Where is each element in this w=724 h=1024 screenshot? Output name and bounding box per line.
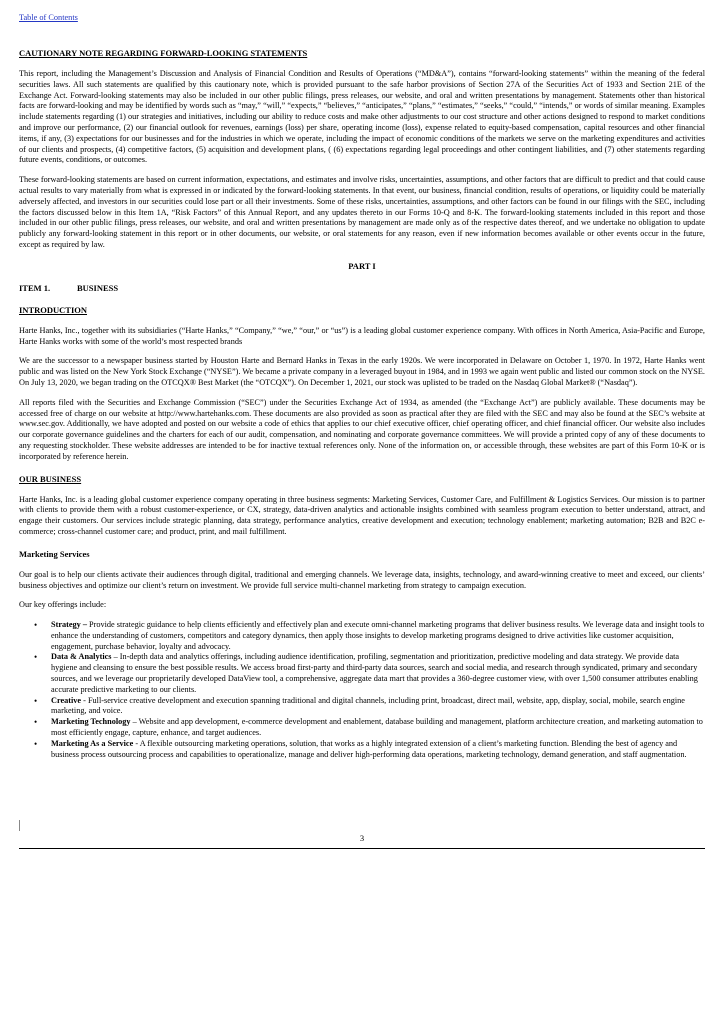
cautionary-paragraph-1: This report, including the Management’s Discussion and Analysis of Financial Condition and Results of Operations (“MD&A”), contains “forward-looking statements” within the meaning of the federal securities laws. All such statements are qualified by this cautionary note, which is provided pursuant to the safe harbor provisions of Section 27A of the Securities Act of 1933 and Section 21E of the Exchange Act. Forward-looking statements may also be included in our other public filings, press releases, our website, and oral and written presentations by management. Statements other than historical facts are forward-looking and may be identified by words such as “may,” “will,” “expects,” “believes,” “anticipates,” “plans,” “estimates,” “seeks,” “could,” “intends,” or words of similar meaning. Examples include statements regarding (1) our strategies and initiatives, including our ability to reduce costs and make other adjustments to our cost structure and other actions designed to respond to market conditions and improve our performance, (2) our financial outlook for revenues, earnings (loss) per share, operating income (loss), expense related to equity-based compensation, capital resources and other financial items, if any, (3) expectations for our businesses and for the industries in which we operate, including the impact of economic conditions of the markets we serve on the marketing expenditures and activities of our clients and prospects, (4) competitive factors, (5) acquisition and development plans, ( (6) expectations regarding legal proceedings and other contingent liabilities, and (7) other statements regarding future events, conditions, or outcomes. xyxy=(19,69,705,165)
list-item: • Creative - Full-service creative development and execution spanning traditional and digital channels, including print, broadcast, direct mail, website, app, display, social, mobile, search engine marketing, and voice. xyxy=(51,696,705,718)
offerings-list xyxy=(19,620,705,760)
table-of-contents-link[interactable]: Table of Contents xyxy=(19,13,78,22)
item-heading xyxy=(19,282,705,294)
cautionary-paragraph-2: These forward-looking statements are based on current information, expectations, and estimates and involve risks, uncertainties, assumptions, and other factors that are difficult to predict and that could cause actual results to vary materially from what is expressed in or indicated by the forward-looking statements. In that event, our business, financial condition, results of operations, or liquidity could be materially adversely affected, and investors in our securities could lose part or all their investments. Some of these risks, uncertainties, assumptions, and other factors can be found in our filings with the SEC, including the factors discussed below in this Item 1A, “Risk Factors” of this Annual Report, and any updates thereto in our Forms 10-Q and 8-K. The forward-looking statements included in this report and those included in our other public filings, press releases, our website, and oral and written presentations by management are made only as of the respective dates thereof, and we undertake no obligation to update publicly any forward-looking statement in this report or in other documents, our website, or oral statements for any reason, even if new information becomes available or other events occur in the future, except as required by law. xyxy=(19,175,705,249)
offering-text: A flexible outsourcing marketing operations, solution, that works as a highly integrated extension of a client’s marketing function. Blending the best of agency and business process outsourcing process and capabilities to operationalize, manage and deliver high-performing data operations, marketing technology, demand generation, and staff augmentation. xyxy=(51,738,687,759)
part-heading: PART I xyxy=(348,260,376,271)
marketing-services-heading: Marketing Services xyxy=(19,548,90,559)
item-title: BUSINESS xyxy=(77,282,119,293)
introduction-paragraph-3: All reports filed with the Securities and Exchange Commission (“SEC”) under the Securities Exchange Act of 1934, as amended (the “Exchange Act”) are publicly available. These documents may be accessed free of charge on our website at http://www.hartehanks.com. These documents are also provided as soon as practical after they are filed with the SEC and may also be found at the SEC’s website at www.sec.gov. Additionally, we have adopted and posted on our website a code of ethics that applies to our chief executive officer, chief operating officer, and chief financial officer. Our website also includes our corporate governance guidelines and the charters for each of our audit, compensation, and nominating and corporate governance committees. We will provide a printed copy of any of these documents to any requesting stockholder. These website addresses are intended to be for inactive textual references only. None of the information on, or accessible through, these websites are part of this Form 10-K or is incorporated by reference herein. xyxy=(19,397,705,461)
offering-title: Strategy xyxy=(51,620,81,630)
offering-text: In-depth data and analytics offerings, including audience identification, profiling, segmentation and prioritization, predictive modeling and data strategy. We provide data hygiene and cleansing to ensure the best possible results. We access broad first-party and third-party data sources, search and social media, and research through syndicated, primary and secondary sources, and we leverage our proprietarily developed DataView tool, a comprehensive, aggregate data mart that provides a 360-degree customer view, with over 1,500 consumer attributes enabling accurate predictive marketing to our clients. xyxy=(51,652,698,694)
offering-title: Marketing As a Service xyxy=(51,738,134,748)
marketing-services-paragraph: Our goal is to help our clients activate their audiences through digital, traditional and emerging channels. We leverage data, insights, technology, and award-winning creative to meet and exceed, our clients’ business objectives and optimize our client’s return on investment. We provide full service multi-channel marketing from strategy to campaign execution. xyxy=(19,569,705,590)
our-business-heading: OUR BUSINESS xyxy=(19,473,82,484)
our-business-paragraph: Harte Hanks, Inc. is a leading global customer experience company operating in three business segments: Marketing Services, Customer Care, and Fulfillment & Logistics Services. Our mission is to partner with clients to provide them with a robust customer-experience, or CX, strategy, data-driven analytics and actionable insights combined with seamless program execution to better understand, attract, and engage their customers. Our services include strategic planning, data strategy, performance analytics, creative development and execution; technology enablement; marketing automation; B2B and B2C e-commerce; cross-channel customer care; and product, print, and mail fulfillment. xyxy=(19,494,705,536)
offering-text: Website and app development, e-commerce development and enablement, database building and management, platform architecture creation, and marketing automation to most efficiently engage, capture, enhance, and target audiences. xyxy=(51,717,703,738)
offering-title: Marketing Technology xyxy=(51,717,131,727)
list-item: • Marketing As a Service - A flexible outsourcing marketing operations, solution, that works as a highly integrated extension of a client’s marketing function. Blending the best of agency and business process outsourcing process and capabilities to operationalize, manage and deliver high-performing data operations, marketing technology, demand generation, and staff augmentation. xyxy=(51,739,705,761)
list-item: • Marketing Technology – Website and app development, e-commerce development and enablement, database building and management, platform architecture creation, and marketing automation to most efficiently engage, capture, enhance, and target audiences. xyxy=(51,717,705,739)
list-item: • Data & Analytics – In-depth data and analytics offerings, including audience identification, profiling, segmentation and prioritization, predictive modeling and data strategy. We provide data hygiene and cleansing to ensure the best possible results. We access broad first-party and third-party data sources, search and social media, and research through syndicated, primary and secondary sources, and we leverage our proprietarily developed DataView tool, a comprehensive, aggregate data mart that provides a 360-degree customer view, with over 1,500 consumer attributes enabling accurate predictive marketing to our clients. xyxy=(51,652,705,695)
introduction-heading: INTRODUCTION xyxy=(19,304,88,315)
offering-title: Creative xyxy=(51,695,82,705)
change-bar-marker xyxy=(19,820,20,831)
page-number: 3 xyxy=(359,833,365,843)
introduction-paragraph-1: Harte Hanks, Inc., together with its subsidiaries (“Harte Hanks,” “Company,” “we,” “our,” or “us”) is a leading global customer experience company. With offices in North America, Asia-Pacific and Europe, Harte Hanks works with some of the world’s most respected brands xyxy=(19,325,705,346)
key-offerings-intro: Our key offerings include: xyxy=(19,600,107,610)
item-number: ITEM 1. xyxy=(19,282,51,293)
offering-text: Full-service creative development and execution spanning traditional and digital channels, including print, broadcast, direct mail, website, app, display, social, mobile, search engine marketing, and voice. xyxy=(51,695,685,716)
page-footer-rule xyxy=(19,848,705,849)
introduction-paragraph-2: We are the successor to a newspaper business started by Houston Harte and Bernard Hanks in Texas in the early 1920s. We were incorporated in Delaware on October 1, 1970. In 1972, Harte Hanks went public and was listed on the New York Stock Exchange (“NYSE”). We became a private company in a leveraged buyout in 1984, and in 1993 we again went public and listed our common stock on the NYSE. On July 13, 2020, we began trading on the OTCQX® Best Market (the “OTCQX”). On December 1, 2021, our stock was uplisted to be traded on the Nasdaq Global Market® (“Nasdaq”). xyxy=(19,356,705,387)
offering-title: Data & Analytics xyxy=(51,652,112,662)
offering-text: Provide strategic guidance to help clients efficiently and effectively plan and execute omni-channel marketing programs that deliver business results. We leverage data and insight tools to enhance the understanding of customers, competitors and category dynamics, then apply those insights to develop marketing programs designed to drive activities like customer acquisition, engagement, purchase behavior, loyalty and advocacy. xyxy=(51,620,705,651)
cautionary-heading: CAUTIONARY NOTE REGARDING FORWARD-LOOKING STATEMENTS xyxy=(19,48,308,58)
list-item: • Strategy – Provide strategic guidance to help clients efficiently and effectively plan and execute omni-channel marketing programs that deliver business results. We leverage data and insight tools to enhance the understanding of customers, competitors and category dynamics, then apply those insights to develop marketing programs designed to drive activities like customer acquisition, engagement, purchase behavior, loyalty and advocacy. xyxy=(51,620,705,652)
